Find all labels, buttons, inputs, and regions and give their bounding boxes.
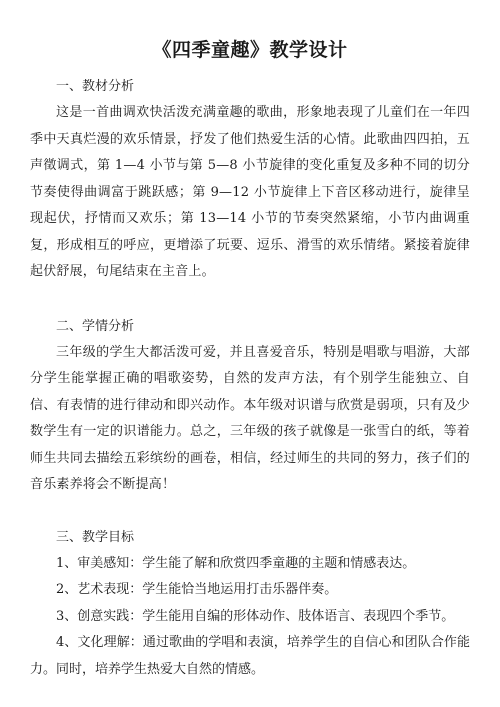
section-teaching-goals — [30, 525, 470, 684]
section-heading: 二、学情分析 — [56, 318, 135, 334]
goal-item: 4、文化理解：通过歌曲的学唱和表演，培养学生的自信心和团队合作能力。同时，培养学生热爱大自然的情感。 — [30, 635, 470, 677]
goal-item: 1、审美感知：学生能了解和欣赏四季童趣的主题和情感表达。 — [56, 555, 416, 571]
section-student-analysis — [30, 314, 470, 499]
document-title: 《四季童趣》教学设计 — [152, 39, 348, 61]
section-heading: 三、教学目标 — [56, 529, 135, 545]
section-textbook-analysis — [30, 74, 470, 286]
spacer — [30, 499, 470, 525]
spacer — [30, 286, 470, 314]
goal-item: 2、艺术表现：学生能恰当地运用打击乐器伴奏。 — [56, 582, 338, 597]
goal-item: 3、创意实践：学生能用自编的形体动作、肢体语言、表现四个季节。 — [56, 608, 455, 624]
section-heading: 一、教材分析 — [56, 79, 135, 94]
paragraph: 这是一首曲调欢快活泼充满童趣的歌曲，形象地表现了儿童们在一年四季中天真烂漫的欢乐情景，抒发了他们热爱生活的心情。此歌曲四四拍，五声徵调式，第 1—4 小节与第 5—8 小节旋律的变化重复及多种不同的切分节奏使得曲调富于跳跃感；第 9—12 小节旋律上下音区移动进行，旋律呈现起伏，抒情而又欢乐；第 13—14 小节的节奏突然紧缩，小节内曲调重复，形成相互的呼应，更增添了玩要、逗乐、滑雪的欢乐情绪。紧接着旋律起伏舒展，句尾结束在主音上。 — [30, 105, 470, 279]
paragraph: 三年级的学生大都活泼可爱，并且喜爱音乐，特别是唱歌与唱游，大部分学生能掌握正确的唱歌姿势，自然的发声方法，有个别学生能独立、自信、有表情的进行律动和即兴动作。本年级对识谱与欣赏是弱项，只有及少数学生有一定的识谱能力。总之，三年级的孩子就像是一张雪白的纸，等着师生共同去描绘五彩缤纷的画卷，相信，经过师生的共同的努力，孩子们的音乐素养将会不断提高！ — [30, 344, 470, 492]
